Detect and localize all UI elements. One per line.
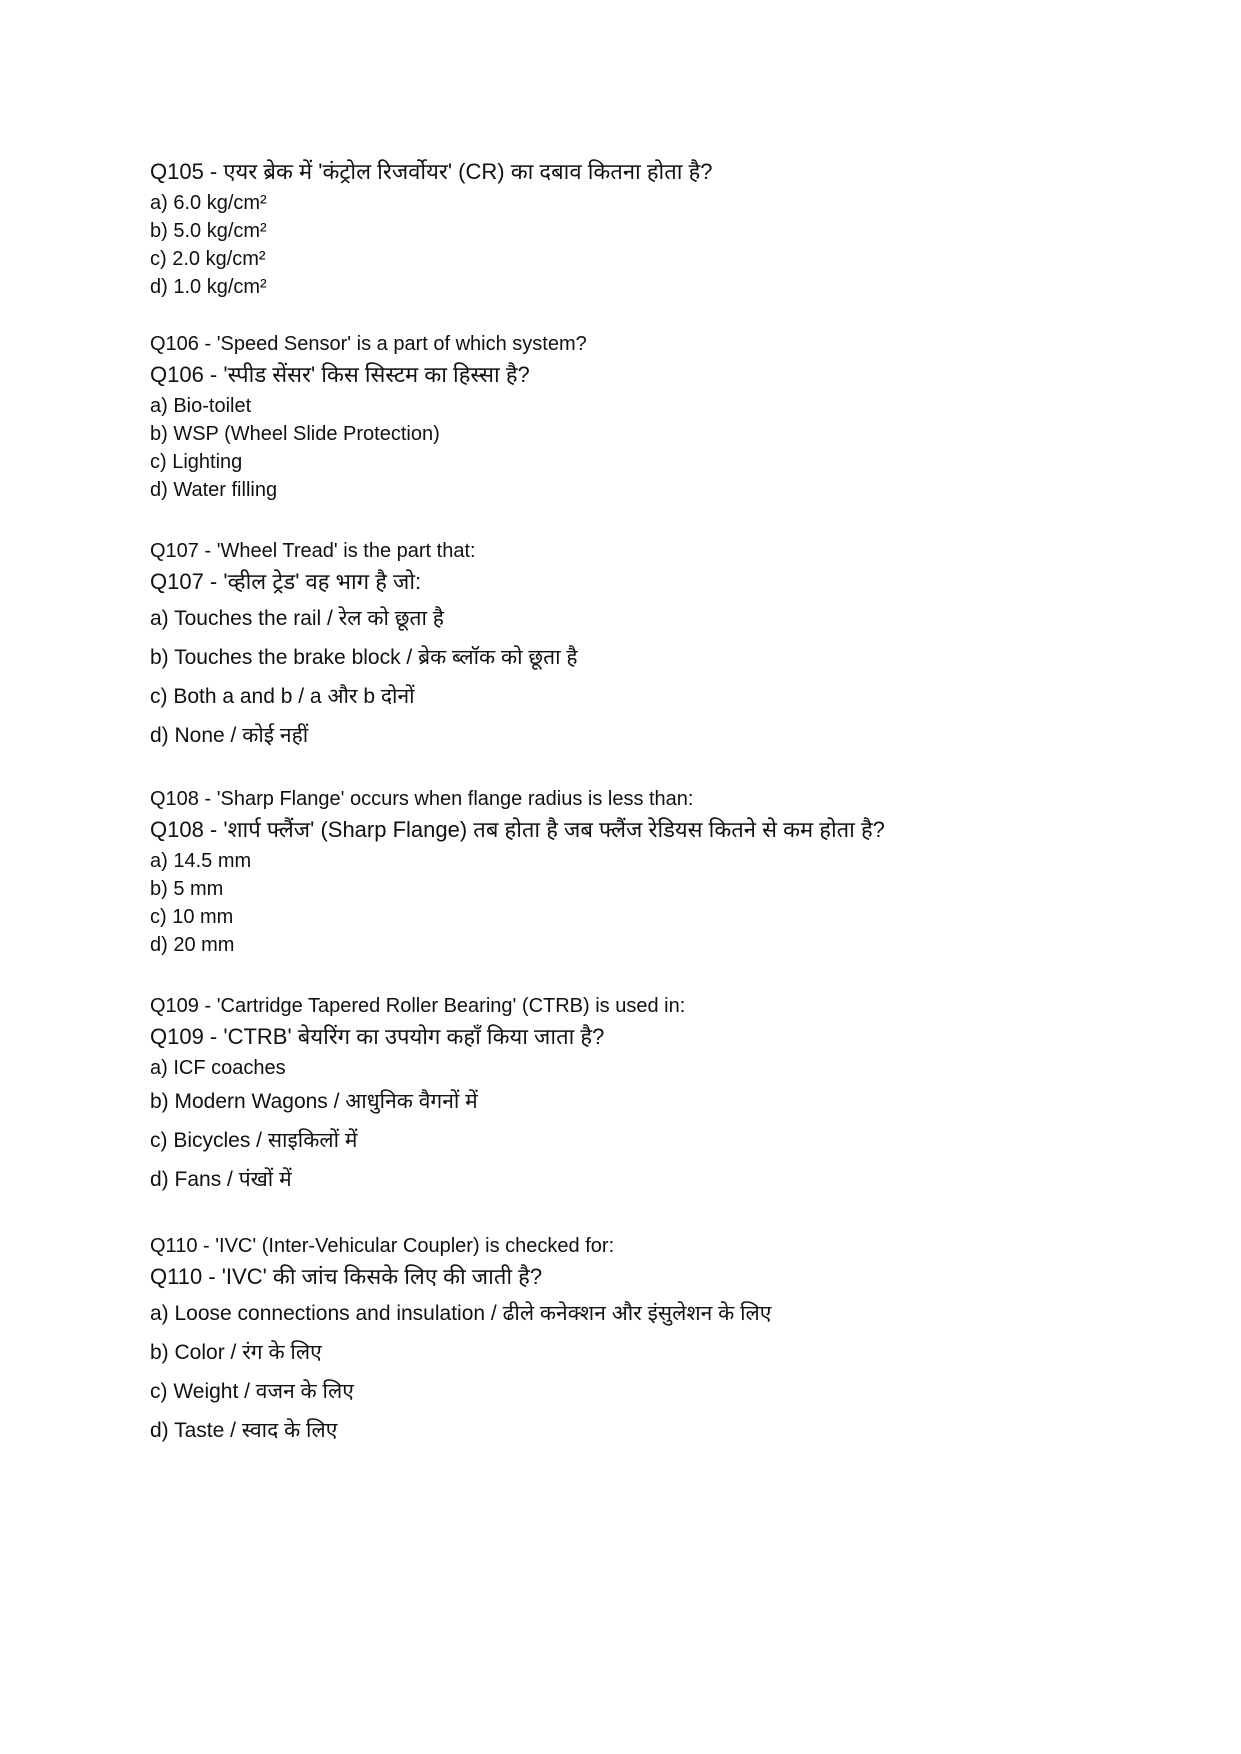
option-a: a) Bio-toilet <box>150 395 252 417</box>
question-block-q109 <box>150 992 1150 1199</box>
option-b: b) 5.0 kg/cm² <box>150 220 267 242</box>
question-text-hindi: Q109 - 'CTRB' बेयरिंग का उपयोग कहाँ किया जाता है? <box>150 1024 605 1049</box>
option-a: a) 6.0 kg/cm² <box>150 192 267 214</box>
option-b: b) Color / रंग के लिए <box>150 1341 322 1364</box>
option-d: d) Water filling <box>150 479 278 501</box>
option-b: b) 5 mm <box>150 878 224 900</box>
option-a: a) 14.5 mm <box>150 850 252 872</box>
question-text-english: Q109 - 'Cartridge Tapered Roller Bearing' (CTRB) is used in: <box>150 995 686 1017</box>
option-c: c) 10 mm <box>150 906 234 928</box>
option-d: d) 1.0 kg/cm² <box>150 276 267 298</box>
option-d: d) None / कोई नहीं <box>150 724 309 747</box>
question-text-english: Q106 - 'Speed Sensor' is a part of which system? <box>150 333 587 355</box>
option-d: d) Taste / स्वाद के लिए <box>150 1419 338 1442</box>
option-c: c) 2.0 kg/cm² <box>150 248 266 270</box>
option-d: d) Fans / पंखों में <box>150 1168 292 1191</box>
question-text-english: Q110 - 'IVC' (Inter-Vehicular Coupler) is checked for: <box>150 1235 615 1257</box>
option-a: a) Loose connections and insulation / ढीले कनेक्शन और इंसुलेशन के लिए <box>150 1302 772 1325</box>
question-text-hindi: Q107 - 'व्हील ट्रेड' वह भाग है जो: <box>150 569 422 594</box>
question-text-hindi: Q110 - 'IVC' की जांच किसके लिए की जाती है? <box>150 1264 543 1289</box>
question-text-hindi: Q106 - 'स्पीड सेंसर' किस सिस्टम का हिस्सा है? <box>150 362 530 387</box>
question-text-hindi: Q105 - एयर ब्रेक में 'कंट्रोल रिजर्वोयर' (CR) का दबाव कितना होता है? <box>150 159 713 184</box>
question-text-hindi: Q108 - 'शार्प फ्लैंज' (Sharp Flange) तब होता है जब फ्लैंज रेडियस कितने से कम होता है? <box>150 817 885 842</box>
question-block-q110 <box>150 1232 1150 1450</box>
question-block-q106 <box>150 330 1150 504</box>
option-c: c) Lighting <box>150 451 243 473</box>
question-block-q108 <box>150 785 1150 959</box>
option-b: b) Modern Wagons / आधुनिक वैगनों में <box>150 1090 478 1113</box>
option-c: c) Weight / वजन के लिए <box>150 1380 354 1403</box>
question-block-q105 <box>150 155 1150 301</box>
option-d: d) 20 mm <box>150 934 235 956</box>
question-block-q107 <box>150 537 1150 755</box>
option-c: c) Both a and b / a और b दोनों <box>150 685 415 708</box>
option-b: b) Touches the brake block / ब्रेक ब्लॉक को छूता है <box>150 646 578 669</box>
question-text-english: Q107 - 'Wheel Tread' is the part that: <box>150 540 476 562</box>
option-a: a) ICF coaches <box>150 1057 286 1079</box>
question-text-english: Q108 - 'Sharp Flange' occurs when flange radius is less than: <box>150 788 694 810</box>
option-a: a) Touches the rail / रेल को छूता है <box>150 607 444 630</box>
option-c: c) Bicycles / साइकिलों में <box>150 1129 358 1152</box>
option-b: b) WSP (Wheel Slide Protection) <box>150 423 440 445</box>
